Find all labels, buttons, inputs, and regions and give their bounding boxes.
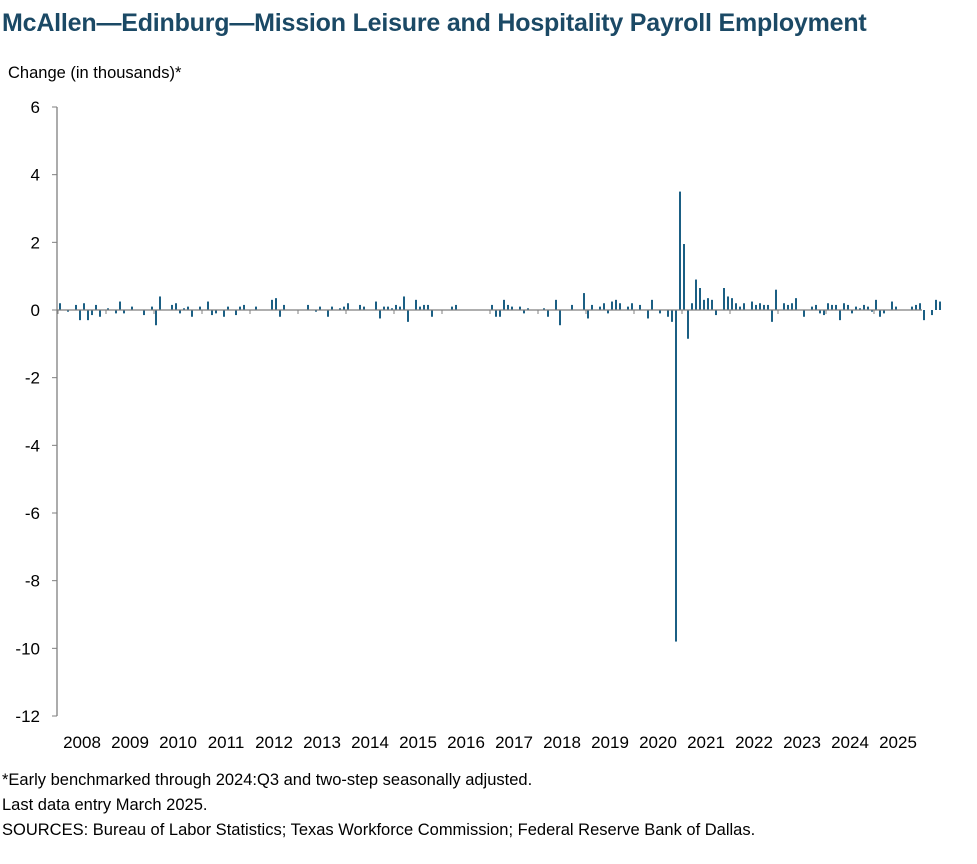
x-tick-label: 2008 bbox=[63, 733, 101, 752]
bar bbox=[723, 288, 725, 310]
bar bbox=[143, 310, 145, 315]
bar bbox=[279, 310, 281, 317]
bar bbox=[783, 303, 785, 310]
bar bbox=[571, 305, 573, 310]
bar bbox=[815, 305, 817, 310]
bar bbox=[727, 296, 729, 310]
bar bbox=[271, 300, 273, 310]
bar bbox=[307, 305, 309, 310]
bar-series bbox=[59, 192, 941, 642]
bar bbox=[795, 298, 797, 310]
x-tick-label: 2016 bbox=[447, 733, 485, 752]
bar bbox=[235, 310, 237, 315]
bar bbox=[191, 310, 193, 317]
x-tick-label: 2015 bbox=[399, 733, 437, 752]
bar bbox=[327, 310, 329, 317]
bar bbox=[647, 310, 649, 318]
x-tick-label: 2019 bbox=[591, 733, 629, 752]
bar bbox=[707, 298, 709, 310]
bar bbox=[431, 310, 433, 317]
bar bbox=[939, 302, 941, 310]
bar bbox=[59, 303, 61, 310]
x-tick-label: 2011 bbox=[207, 733, 245, 752]
x-tick-label: 2018 bbox=[543, 733, 581, 752]
bar bbox=[755, 305, 757, 310]
bar bbox=[671, 310, 673, 322]
bar bbox=[455, 305, 457, 310]
bar bbox=[175, 303, 177, 310]
bar bbox=[775, 290, 777, 310]
bar bbox=[75, 305, 77, 310]
bar bbox=[499, 310, 501, 317]
bar bbox=[699, 288, 701, 310]
bar bbox=[91, 310, 93, 315]
bar bbox=[711, 300, 713, 310]
bar bbox=[615, 300, 617, 310]
x-tick-label: 2022 bbox=[735, 733, 773, 752]
bar bbox=[547, 310, 549, 317]
x-tick-label: 2020 bbox=[639, 733, 677, 752]
bar bbox=[95, 305, 97, 310]
bar bbox=[919, 303, 921, 310]
bar bbox=[407, 310, 409, 322]
bar bbox=[675, 310, 677, 642]
bar bbox=[427, 305, 429, 310]
bar bbox=[491, 305, 493, 310]
bar bbox=[767, 305, 769, 310]
x-tick-label: 2013 bbox=[303, 733, 341, 752]
bar bbox=[375, 302, 377, 310]
x-tick-label: 2025 bbox=[879, 733, 917, 752]
bar bbox=[211, 310, 213, 315]
bar bbox=[159, 296, 161, 310]
bar bbox=[503, 300, 505, 310]
bar bbox=[207, 302, 209, 310]
benchmark-note: *Early benchmarked through 2024:Q3 and two-step seasonally adjusted. bbox=[2, 771, 533, 789]
x-axis bbox=[58, 310, 917, 752]
y-tick-label: -6 bbox=[24, 504, 40, 523]
bar bbox=[715, 310, 717, 315]
bar bbox=[803, 310, 805, 317]
bar bbox=[171, 305, 173, 310]
bar bbox=[275, 298, 277, 310]
bar bbox=[759, 303, 761, 310]
y-axis-label: Change (in thousands)* bbox=[8, 64, 182, 82]
y-axis bbox=[15, 98, 57, 726]
y-tick-label: -12 bbox=[15, 707, 40, 726]
bar bbox=[583, 293, 585, 310]
bar bbox=[555, 300, 557, 310]
bar bbox=[763, 305, 765, 310]
bar bbox=[743, 303, 745, 310]
bar bbox=[791, 303, 793, 310]
bar bbox=[691, 303, 693, 310]
x-tick-label: 2023 bbox=[783, 733, 821, 752]
bar bbox=[835, 305, 837, 310]
x-tick-label: 2012 bbox=[255, 733, 293, 752]
bar bbox=[839, 310, 841, 320]
x-tick-label: 2017 bbox=[495, 733, 533, 752]
y-tick-label: 6 bbox=[30, 98, 40, 117]
bar bbox=[495, 310, 497, 317]
bar bbox=[415, 300, 417, 310]
bar bbox=[99, 310, 101, 317]
bar bbox=[403, 296, 405, 310]
bar bbox=[823, 310, 825, 315]
bar bbox=[687, 310, 689, 339]
bar bbox=[931, 310, 933, 315]
bar bbox=[507, 305, 509, 310]
bar bbox=[603, 303, 605, 310]
y-tick-label: 4 bbox=[30, 165, 40, 185]
x-tick-label: 2009 bbox=[111, 733, 149, 752]
bar bbox=[359, 305, 361, 310]
x-tick-label: 2010 bbox=[159, 733, 197, 752]
chart-title: McAllen—Edinburg—Mission Leisure and Hospitality Payroll Employment bbox=[2, 9, 867, 37]
bar bbox=[843, 303, 845, 310]
bar bbox=[771, 310, 773, 322]
bar bbox=[611, 302, 613, 310]
sources-note: SOURCES: Bureau of Labor Statistics; Texas Workforce Commission; Federal Reserve Bank of Dallas. bbox=[2, 821, 756, 839]
bar bbox=[891, 302, 893, 310]
bar bbox=[79, 310, 81, 320]
bar bbox=[395, 305, 397, 310]
bar bbox=[679, 192, 681, 310]
y-tick-label: -10 bbox=[15, 639, 40, 659]
bar bbox=[619, 303, 621, 310]
bar bbox=[347, 303, 349, 310]
bar bbox=[831, 305, 833, 310]
bar bbox=[935, 300, 937, 310]
bar bbox=[863, 305, 865, 310]
bar bbox=[735, 303, 737, 310]
x-tick-label: 2024 bbox=[831, 733, 869, 752]
bar bbox=[695, 280, 697, 310]
bar bbox=[83, 303, 85, 310]
bar bbox=[283, 305, 285, 310]
y-tick-label: 2 bbox=[30, 233, 40, 253]
bar bbox=[639, 305, 641, 310]
bar bbox=[223, 310, 225, 317]
bar bbox=[591, 305, 593, 310]
last-entry-note: Last data entry March 2025. bbox=[2, 796, 208, 814]
bar bbox=[915, 305, 917, 310]
bar bbox=[667, 310, 669, 317]
bar bbox=[683, 244, 685, 310]
x-tick-label: 2021 bbox=[687, 733, 725, 752]
bar bbox=[827, 303, 829, 310]
bar bbox=[423, 305, 425, 310]
y-tick-label: -4 bbox=[24, 436, 40, 456]
bar bbox=[243, 305, 245, 310]
bar bbox=[119, 302, 121, 310]
bar bbox=[875, 300, 877, 310]
bar bbox=[923, 310, 925, 320]
y-tick-label: 0 bbox=[30, 301, 40, 320]
y-tick-label: -8 bbox=[24, 571, 40, 591]
bar bbox=[651, 300, 653, 310]
footnotes bbox=[2, 768, 755, 843]
bar bbox=[731, 298, 733, 310]
bar bbox=[787, 305, 789, 310]
bar bbox=[87, 310, 89, 320]
y-tick-label: -2 bbox=[24, 368, 40, 388]
bar bbox=[587, 310, 589, 318]
x-tick-label: 2014 bbox=[351, 733, 389, 752]
bar bbox=[379, 310, 381, 318]
bar bbox=[631, 303, 633, 310]
bar bbox=[751, 302, 753, 310]
bar bbox=[847, 305, 849, 310]
bar bbox=[559, 310, 561, 325]
bar bbox=[155, 310, 157, 325]
bar bbox=[703, 300, 705, 310]
bar bbox=[879, 310, 881, 317]
